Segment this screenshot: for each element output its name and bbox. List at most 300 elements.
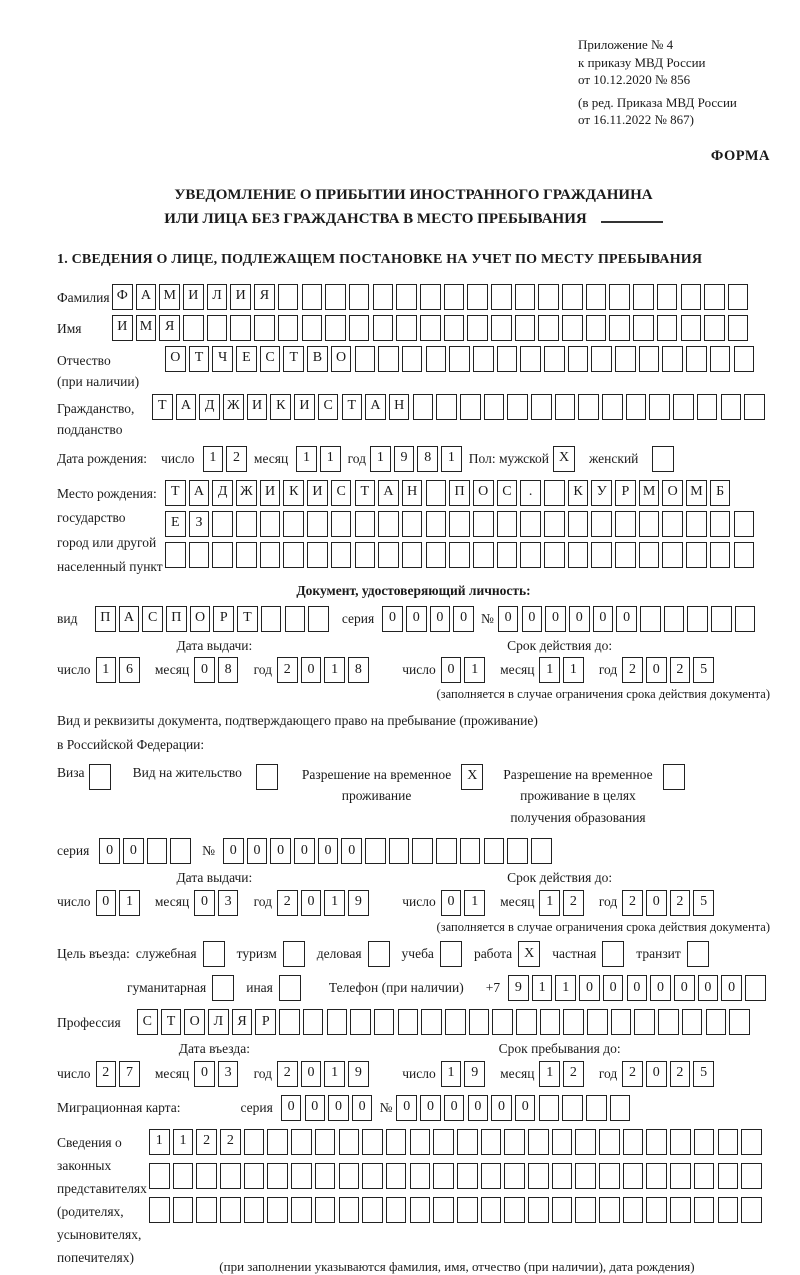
char-box[interactable] [646, 1197, 667, 1223]
char-box[interactable]: 1 [324, 1061, 345, 1087]
char-box[interactable]: Я [254, 284, 275, 310]
char-box[interactable] [734, 346, 755, 372]
char-box[interactable] [261, 606, 282, 632]
char-box[interactable] [745, 975, 766, 1001]
char-box[interactable] [398, 1009, 419, 1035]
char-box[interactable]: Д [212, 480, 233, 506]
char-box[interactable] [170, 838, 191, 864]
char-box[interactable] [687, 606, 708, 632]
char-box[interactable]: 0 [569, 606, 590, 632]
char-box[interactable] [562, 284, 583, 310]
char-box[interactable] [339, 1163, 360, 1189]
char-box[interactable] [611, 1009, 632, 1035]
char-box[interactable]: 0 [301, 1061, 322, 1087]
char-box[interactable] [615, 542, 636, 568]
char-box[interactable]: 0 [301, 890, 322, 916]
char-box[interactable]: 1 [149, 1129, 170, 1155]
char-box[interactable] [599, 1197, 620, 1223]
char-box[interactable]: . [520, 480, 541, 506]
char-box[interactable]: 7 [119, 1061, 140, 1087]
char-box[interactable]: П [449, 480, 470, 506]
edu-permit-checkbox[interactable] [663, 764, 685, 790]
char-box[interactable] [670, 1163, 691, 1189]
sex-male-checkbox[interactable]: X [553, 446, 575, 472]
char-box[interactable]: Т [165, 480, 186, 506]
char-box[interactable]: О [662, 480, 683, 506]
char-box[interactable] [562, 1095, 583, 1121]
char-box[interactable] [610, 1095, 631, 1121]
char-box[interactable] [504, 1129, 525, 1155]
char-box[interactable]: 0 [491, 1095, 512, 1121]
char-box[interactable] [173, 1197, 194, 1223]
char-box[interactable]: 1 [441, 446, 462, 472]
residence-permit-checkbox[interactable] [256, 764, 278, 790]
char-box[interactable]: 1 [563, 657, 584, 683]
char-box[interactable] [697, 394, 718, 420]
char-box[interactable] [149, 1163, 170, 1189]
purpose-other-checkbox[interactable] [279, 975, 301, 1001]
char-box[interactable]: Ч [212, 346, 233, 372]
purpose-official-checkbox[interactable] [203, 941, 225, 967]
char-box[interactable] [378, 542, 399, 568]
char-box[interactable]: С [331, 480, 352, 506]
char-box[interactable]: 2 [670, 1061, 691, 1087]
char-box[interactable] [433, 1129, 454, 1155]
char-box[interactable] [728, 284, 749, 310]
char-box[interactable]: 1 [173, 1129, 194, 1155]
char-box[interactable]: 0 [294, 838, 315, 864]
char-box[interactable] [444, 284, 465, 310]
char-box[interactable] [267, 1129, 288, 1155]
char-box[interactable] [516, 1009, 537, 1035]
char-box[interactable] [497, 511, 518, 537]
char-box[interactable]: 1 [119, 890, 140, 916]
char-box[interactable] [735, 606, 756, 632]
char-box[interactable] [552, 1197, 573, 1223]
char-box[interactable] [734, 511, 755, 537]
char-box[interactable]: 0 [270, 838, 291, 864]
char-box[interactable] [504, 1163, 525, 1189]
char-box[interactable] [460, 838, 481, 864]
char-box[interactable]: 0 [616, 606, 637, 632]
char-box[interactable]: Д [199, 394, 220, 420]
char-box[interactable] [639, 542, 660, 568]
char-box[interactable]: О [190, 606, 211, 632]
char-box[interactable] [531, 394, 552, 420]
char-box[interactable]: 0 [674, 975, 695, 1001]
char-box[interactable] [183, 315, 204, 341]
char-box[interactable] [639, 511, 660, 537]
char-box[interactable] [165, 542, 186, 568]
char-box[interactable] [718, 1129, 739, 1155]
char-box[interactable] [744, 394, 765, 420]
char-box[interactable] [623, 1163, 644, 1189]
char-box[interactable] [420, 315, 441, 341]
char-box[interactable] [586, 284, 607, 310]
char-box[interactable] [315, 1129, 336, 1155]
char-box[interactable] [236, 542, 257, 568]
char-box[interactable] [196, 1163, 217, 1189]
char-box[interactable] [473, 511, 494, 537]
char-box[interactable] [436, 394, 457, 420]
char-box[interactable] [402, 542, 423, 568]
char-box[interactable] [609, 315, 630, 341]
char-box[interactable]: Р [213, 606, 234, 632]
visa-checkbox[interactable] [89, 764, 111, 790]
char-box[interactable]: 2 [670, 657, 691, 683]
char-box[interactable] [562, 315, 583, 341]
char-box[interactable]: 0 [223, 838, 244, 864]
char-box[interactable] [711, 606, 732, 632]
char-box[interactable]: 2 [96, 1061, 117, 1087]
char-box[interactable] [497, 542, 518, 568]
char-box[interactable] [710, 542, 731, 568]
char-box[interactable] [444, 315, 465, 341]
char-box[interactable]: 1 [539, 890, 560, 916]
char-box[interactable] [220, 1197, 241, 1223]
char-box[interactable]: 1 [96, 657, 117, 683]
char-box[interactable]: Н [389, 394, 410, 420]
char-box[interactable] [741, 1163, 762, 1189]
char-box[interactable] [544, 542, 565, 568]
char-box[interactable]: 2 [563, 1061, 584, 1087]
char-box[interactable] [327, 1009, 348, 1035]
char-box[interactable] [568, 346, 589, 372]
char-box[interactable]: 9 [508, 975, 529, 1001]
char-box[interactable] [389, 838, 410, 864]
char-box[interactable]: Е [165, 511, 186, 537]
char-box[interactable]: 0 [603, 975, 624, 1001]
char-box[interactable] [657, 315, 678, 341]
char-box[interactable]: 2 [277, 657, 298, 683]
char-box[interactable] [331, 542, 352, 568]
char-box[interactable] [741, 1129, 762, 1155]
char-box[interactable]: 8 [417, 446, 438, 472]
char-box[interactable]: 2 [622, 657, 643, 683]
char-box[interactable] [212, 542, 233, 568]
char-box[interactable] [586, 1095, 607, 1121]
char-box[interactable]: 0 [406, 606, 427, 632]
char-box[interactable] [373, 315, 394, 341]
char-box[interactable]: 5 [693, 1061, 714, 1087]
char-box[interactable] [481, 1163, 502, 1189]
char-box[interactable] [555, 394, 576, 420]
char-box[interactable]: 0 [441, 657, 462, 683]
char-box[interactable] [531, 838, 552, 864]
char-box[interactable] [410, 1129, 431, 1155]
char-box[interactable]: 0 [328, 1095, 349, 1121]
char-box[interactable] [433, 1163, 454, 1189]
char-box[interactable] [349, 284, 370, 310]
char-box[interactable] [520, 346, 541, 372]
char-box[interactable] [710, 346, 731, 372]
char-box[interactable] [467, 315, 488, 341]
char-box[interactable] [355, 346, 376, 372]
char-box[interactable] [421, 1009, 442, 1035]
char-box[interactable] [507, 838, 528, 864]
char-box[interactable]: 2 [622, 890, 643, 916]
char-box[interactable] [615, 346, 636, 372]
char-box[interactable] [575, 1163, 596, 1189]
char-box[interactable]: У [591, 480, 612, 506]
char-box[interactable] [386, 1197, 407, 1223]
char-box[interactable] [481, 1197, 502, 1223]
char-box[interactable]: 0 [430, 606, 451, 632]
char-box[interactable]: И [247, 394, 268, 420]
char-box[interactable]: 1 [464, 657, 485, 683]
char-box[interactable]: Л [208, 1009, 229, 1035]
char-box[interactable]: 0 [444, 1095, 465, 1121]
char-box[interactable] [682, 1009, 703, 1035]
char-box[interactable] [420, 284, 441, 310]
char-box[interactable] [634, 1009, 655, 1035]
char-box[interactable] [362, 1197, 383, 1223]
char-box[interactable] [552, 1163, 573, 1189]
char-box[interactable] [609, 284, 630, 310]
char-box[interactable] [457, 1163, 478, 1189]
char-box[interactable]: 0 [194, 657, 215, 683]
char-box[interactable] [355, 542, 376, 568]
char-box[interactable] [449, 542, 470, 568]
char-box[interactable]: 1 [464, 890, 485, 916]
char-box[interactable]: 1 [539, 1061, 560, 1087]
char-box[interactable] [540, 1009, 561, 1035]
char-box[interactable] [681, 284, 702, 310]
char-box[interactable] [473, 542, 494, 568]
char-box[interactable] [449, 346, 470, 372]
char-box[interactable]: 9 [348, 1061, 369, 1087]
char-box[interactable]: И [183, 284, 204, 310]
char-box[interactable]: П [166, 606, 187, 632]
char-box[interactable]: 0 [579, 975, 600, 1001]
char-box[interactable] [362, 1163, 383, 1189]
char-box[interactable] [694, 1129, 715, 1155]
char-box[interactable]: 1 [324, 890, 345, 916]
char-box[interactable]: 0 [522, 606, 543, 632]
char-box[interactable]: 0 [698, 975, 719, 1001]
char-box[interactable] [528, 1129, 549, 1155]
char-box[interactable]: 0 [194, 1061, 215, 1087]
char-box[interactable] [681, 315, 702, 341]
char-box[interactable]: 0 [99, 838, 120, 864]
char-box[interactable]: И [307, 480, 328, 506]
char-box[interactable] [520, 511, 541, 537]
char-box[interactable] [302, 315, 323, 341]
char-box[interactable] [658, 1009, 679, 1035]
char-box[interactable]: 0 [352, 1095, 373, 1121]
char-box[interactable]: Ф [112, 284, 133, 310]
char-box[interactable] [734, 542, 755, 568]
char-box[interactable]: Н [402, 480, 423, 506]
char-box[interactable]: Т [161, 1009, 182, 1035]
char-box[interactable] [469, 1009, 490, 1035]
char-box[interactable] [586, 315, 607, 341]
char-box[interactable] [626, 394, 647, 420]
char-box[interactable]: 6 [119, 657, 140, 683]
char-box[interactable]: 0 [247, 838, 268, 864]
char-box[interactable] [396, 284, 417, 310]
char-box[interactable]: 9 [394, 446, 415, 472]
char-box[interactable] [686, 511, 707, 537]
char-box[interactable] [331, 511, 352, 537]
char-box[interactable]: П [95, 606, 116, 632]
char-box[interactable]: 1 [320, 446, 341, 472]
char-box[interactable]: О [473, 480, 494, 506]
char-box[interactable]: Р [255, 1009, 276, 1035]
char-box[interactable] [662, 542, 683, 568]
char-box[interactable] [544, 511, 565, 537]
char-box[interactable] [315, 1197, 336, 1223]
char-box[interactable]: Л [207, 284, 228, 310]
char-box[interactable] [528, 1163, 549, 1189]
char-box[interactable] [591, 346, 612, 372]
char-box[interactable] [544, 346, 565, 372]
char-box[interactable] [492, 1009, 513, 1035]
char-box[interactable]: М [686, 480, 707, 506]
char-box[interactable] [481, 1129, 502, 1155]
char-box[interactable]: 1 [296, 446, 317, 472]
temp-permit-checkbox[interactable]: X [461, 764, 483, 790]
char-box[interactable]: А [365, 394, 386, 420]
char-box[interactable]: 2 [622, 1061, 643, 1087]
char-box[interactable] [325, 315, 346, 341]
char-box[interactable] [552, 1129, 573, 1155]
char-box[interactable] [433, 1197, 454, 1223]
char-box[interactable] [623, 1197, 644, 1223]
char-box[interactable] [267, 1163, 288, 1189]
char-box[interactable] [602, 394, 623, 420]
char-box[interactable] [544, 480, 565, 506]
char-box[interactable]: Ж [236, 480, 257, 506]
char-box[interactable] [539, 1095, 560, 1121]
char-box[interactable]: Я [159, 315, 180, 341]
char-box[interactable]: Ж [223, 394, 244, 420]
char-box[interactable]: 0 [96, 890, 117, 916]
purpose-transit-checkbox[interactable] [687, 941, 709, 967]
char-box[interactable]: 0 [646, 890, 667, 916]
char-box[interactable]: 0 [318, 838, 339, 864]
char-box[interactable]: 5 [693, 657, 714, 683]
char-box[interactable] [706, 1009, 727, 1035]
char-box[interactable]: 8 [218, 657, 239, 683]
char-box[interactable] [520, 542, 541, 568]
char-box[interactable]: В [307, 346, 328, 372]
char-box[interactable] [396, 315, 417, 341]
char-box[interactable] [538, 284, 559, 310]
char-box[interactable]: И [230, 284, 251, 310]
char-box[interactable] [718, 1197, 739, 1223]
char-box[interactable] [575, 1197, 596, 1223]
char-box[interactable] [378, 346, 399, 372]
char-box[interactable]: 8 [348, 657, 369, 683]
char-box[interactable] [504, 1197, 525, 1223]
char-box[interactable] [528, 1197, 549, 1223]
char-box[interactable] [670, 1197, 691, 1223]
char-box[interactable]: 2 [220, 1129, 241, 1155]
char-box[interactable]: Я [232, 1009, 253, 1035]
char-box[interactable]: О [165, 346, 186, 372]
char-box[interactable]: М [159, 284, 180, 310]
char-box[interactable] [445, 1009, 466, 1035]
char-box[interactable] [386, 1163, 407, 1189]
char-box[interactable] [694, 1163, 715, 1189]
char-box[interactable] [457, 1129, 478, 1155]
char-box[interactable] [575, 1129, 596, 1155]
char-box[interactable]: И [294, 394, 315, 420]
char-box[interactable] [568, 511, 589, 537]
char-box[interactable] [568, 542, 589, 568]
char-box[interactable] [587, 1009, 608, 1035]
char-box[interactable]: 0 [515, 1095, 536, 1121]
char-box[interactable] [285, 606, 306, 632]
char-box[interactable] [646, 1129, 667, 1155]
char-box[interactable] [207, 315, 228, 341]
char-box[interactable] [507, 394, 528, 420]
char-box[interactable]: 3 [218, 1061, 239, 1087]
char-box[interactable] [355, 511, 376, 537]
char-box[interactable] [350, 1009, 371, 1035]
char-box[interactable] [315, 1163, 336, 1189]
char-box[interactable] [662, 511, 683, 537]
char-box[interactable]: 0 [441, 890, 462, 916]
char-box[interactable] [236, 511, 257, 537]
char-box[interactable] [449, 511, 470, 537]
char-box[interactable]: И [260, 480, 281, 506]
char-box[interactable] [710, 511, 731, 537]
char-box[interactable]: 9 [348, 890, 369, 916]
char-box[interactable]: 0 [650, 975, 671, 1001]
char-box[interactable]: М [639, 480, 660, 506]
char-box[interactable] [515, 315, 536, 341]
char-box[interactable] [373, 284, 394, 310]
char-box[interactable] [467, 284, 488, 310]
char-box[interactable]: 0 [646, 657, 667, 683]
char-box[interactable]: Т [152, 394, 173, 420]
char-box[interactable] [267, 1197, 288, 1223]
char-box[interactable] [729, 1009, 750, 1035]
char-box[interactable]: С [318, 394, 339, 420]
char-box[interactable]: 9 [464, 1061, 485, 1087]
char-box[interactable] [718, 1163, 739, 1189]
char-box[interactable] [615, 511, 636, 537]
char-box[interactable]: Т [237, 606, 258, 632]
char-box[interactable] [426, 480, 447, 506]
purpose-private-checkbox[interactable] [602, 941, 624, 967]
char-box[interactable] [686, 542, 707, 568]
char-box[interactable] [686, 346, 707, 372]
char-box[interactable] [426, 346, 447, 372]
char-box[interactable]: 0 [281, 1095, 302, 1121]
char-box[interactable]: 0 [468, 1095, 489, 1121]
char-box[interactable]: 0 [498, 606, 519, 632]
char-box[interactable]: А [378, 480, 399, 506]
char-box[interactable]: 1 [203, 446, 224, 472]
char-box[interactable]: Т [355, 480, 376, 506]
char-box[interactable] [412, 838, 433, 864]
char-box[interactable] [279, 1009, 300, 1035]
char-box[interactable]: С [137, 1009, 158, 1035]
char-box[interactable]: 1 [555, 975, 576, 1001]
char-box[interactable] [365, 838, 386, 864]
char-box[interactable]: Т [342, 394, 363, 420]
purpose-humanitarian-checkbox[interactable] [212, 975, 234, 1001]
char-box[interactable] [260, 542, 281, 568]
char-box[interactable] [721, 394, 742, 420]
char-box[interactable]: 0 [627, 975, 648, 1001]
char-box[interactable] [378, 511, 399, 537]
char-box[interactable] [349, 315, 370, 341]
char-box[interactable] [339, 1197, 360, 1223]
